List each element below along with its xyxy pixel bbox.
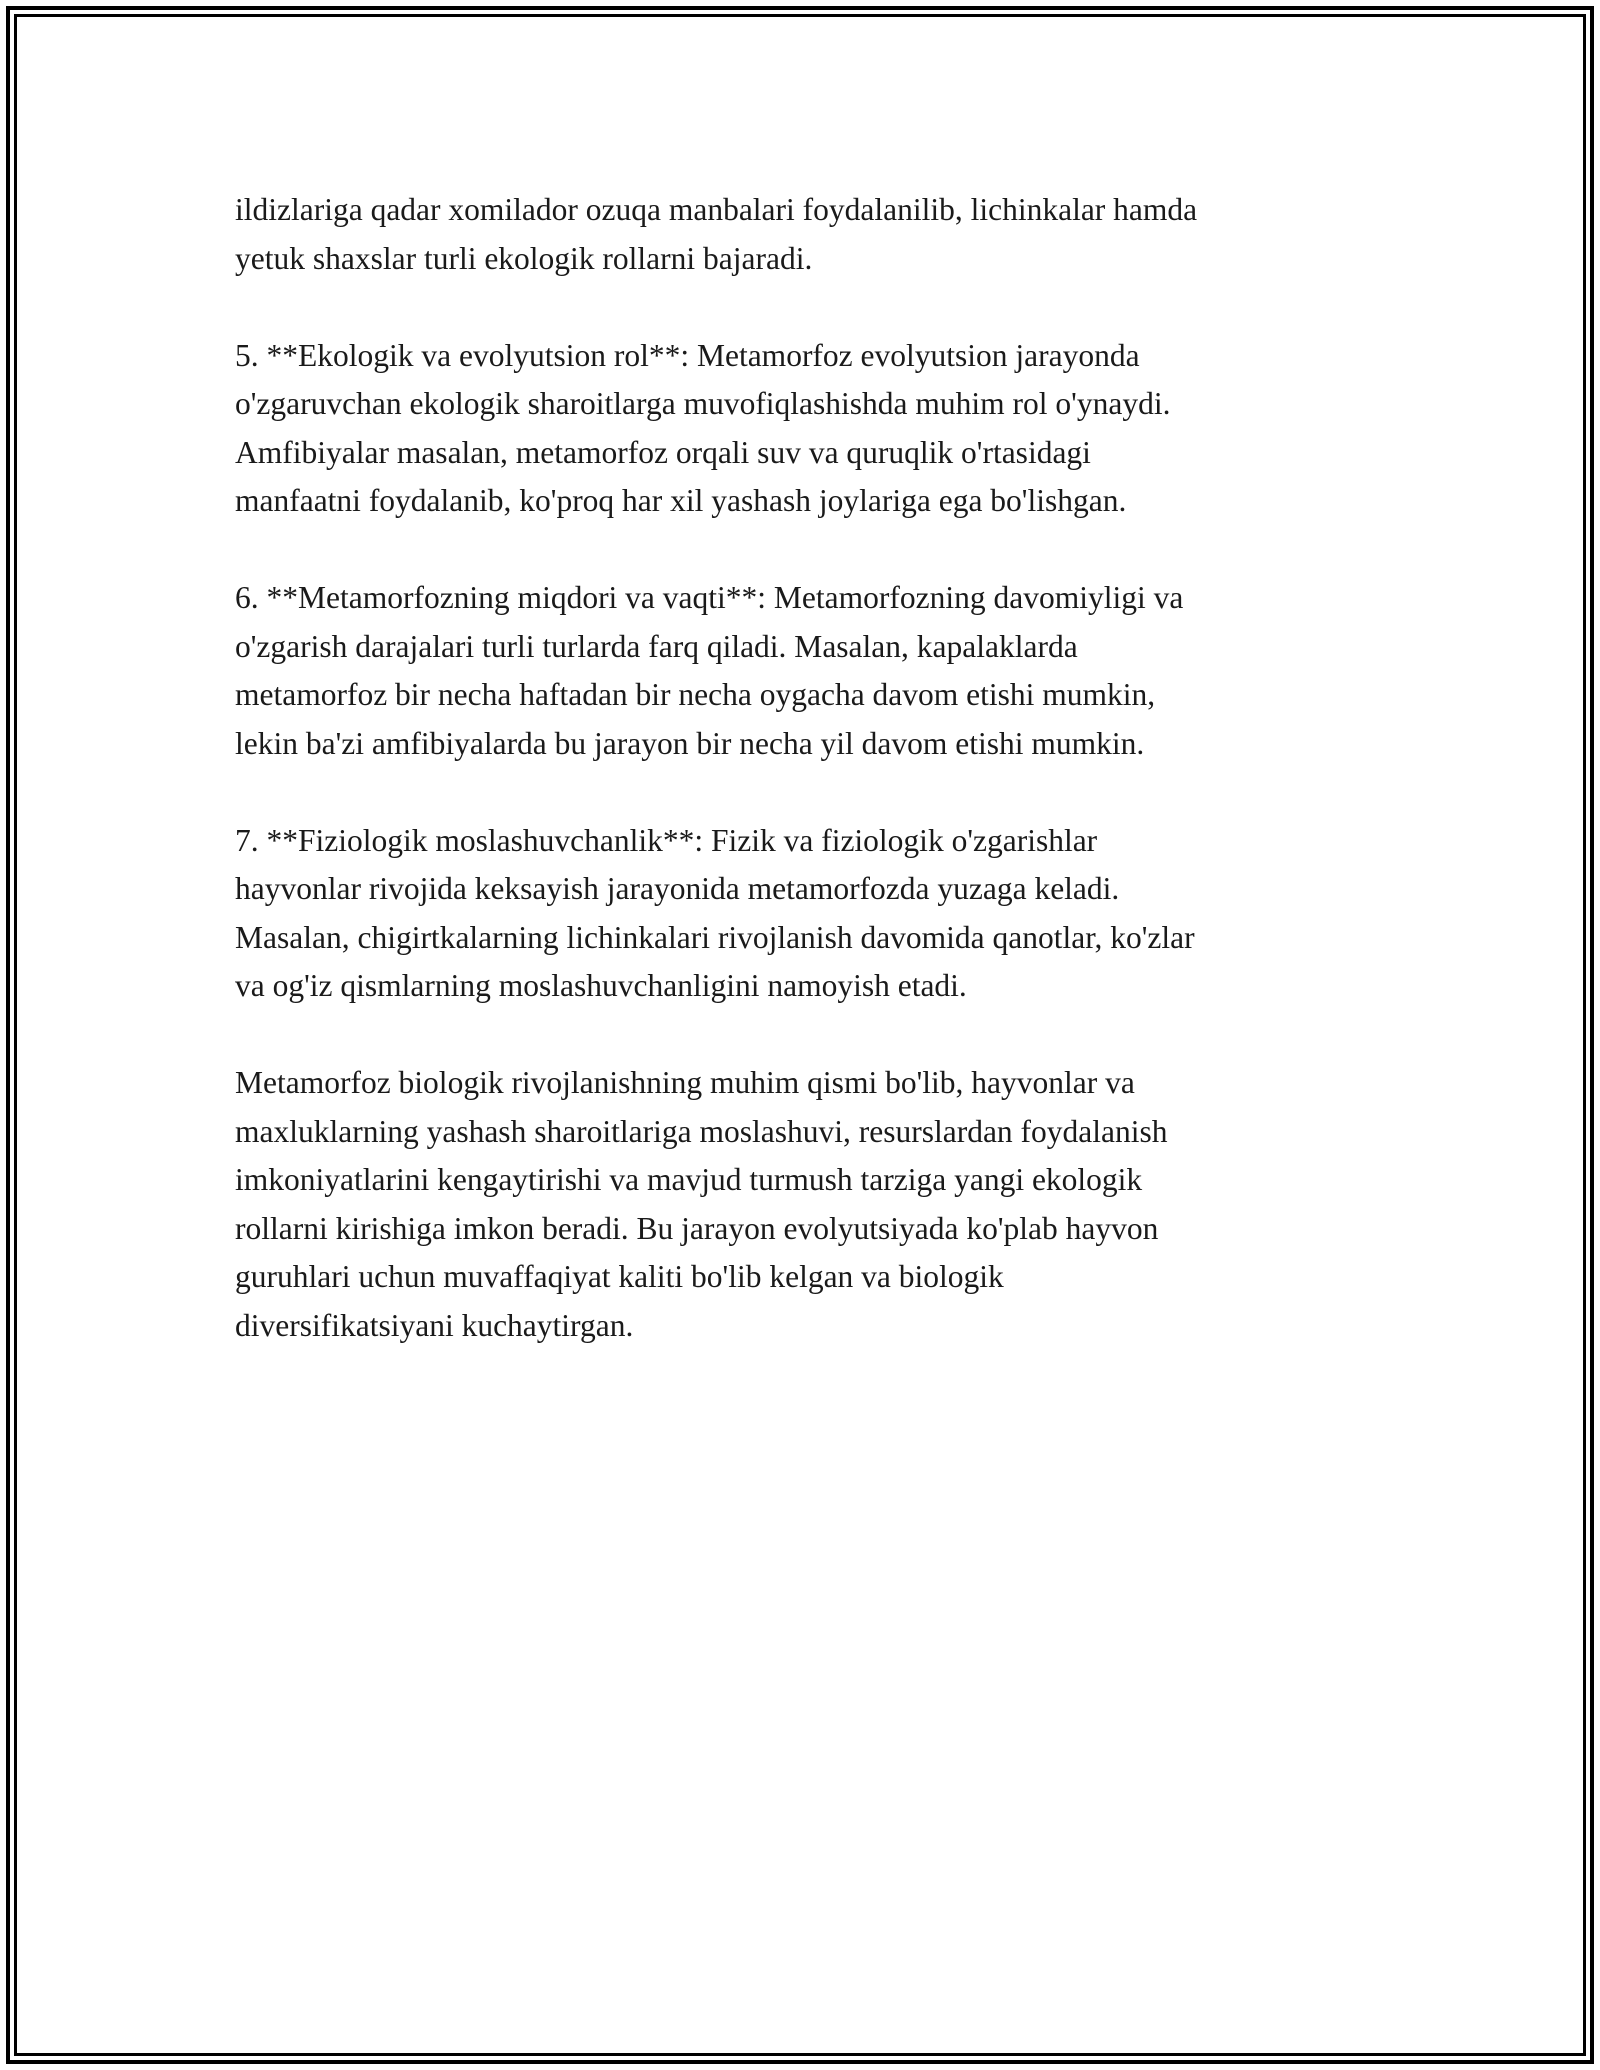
- text-line: Masalan, chigirtkalarning lichinkalari rivojlanish davomida qanotlar, ko'zlar: [235, 919, 1195, 955]
- paragraph-item-7: [235, 817, 1365, 1011]
- text-line: lekin ba'zi amfibiyalarda bu jarayon bir necha yil davom etishi mumkin.: [235, 725, 1145, 761]
- text-line: metamorfoz bir necha haftadan bir necha oygacha davom etishi mumkin,: [235, 677, 1156, 712]
- text-line: diversifikatsiyani kuchaytirgan.: [235, 1307, 634, 1343]
- text-line: ildizlariga qadar xomilador ozuqa manbalari foydalanilib, lichinkalar hamda: [235, 192, 1198, 227]
- text-line: va og'iz qismlarning moslashuvchanligini namoyish etadi.: [235, 968, 967, 1003]
- paragraph-item-6: [235, 574, 1365, 768]
- text-line: 7. **Fiziologik moslashuvchanlik**: Fizik va fiziologik o'zgarishlar: [235, 822, 1098, 858]
- paragraph-conclusion: [235, 1059, 1365, 1350]
- paragraph-item-5: [235, 332, 1365, 526]
- text-line: guruhlari uchun muvaffaqiyat kaliti bo'lib kelgan va biologik: [235, 1259, 1004, 1294]
- text-line: 5. **Ekologik va evolyutsion rol**: Metamorfoz evolyutsion jarayonda: [235, 337, 1140, 373]
- text-line: Amfibiyalar masalan, metamorfoz orqali suv va quruqlik o'rtasidagi: [235, 434, 1091, 470]
- text-line: yetuk shaxslar turli ekologik rollarni bajaradi.: [235, 240, 813, 276]
- text-line: Metamorfoz biologik rivojlanishning muhim qismi bo'lib, hayvonlar va: [235, 1065, 1135, 1100]
- text-line: imkoniyatlarini kengaytirishi va mavjud turmush tarziga yangi ekologik: [235, 1162, 1143, 1197]
- paragraph-continuation: [235, 186, 1365, 283]
- text-line: manfaatni foydalanib, ko'proq har xil yashash joylariga ega bo'lishgan.: [235, 483, 1127, 518]
- text-line: hayvonlar rivojida keksayish jarayonida metamorfozda yuzaga keladi.: [235, 871, 1120, 906]
- document-body: [235, 186, 1365, 1399]
- text-line: 6. **Metamorfozning miqdori va vaqti**: Metamorfozning davomiyligi va: [235, 580, 1184, 615]
- text-line: maxluklarning yashash sharoitlariga moslashuvi, resurslardan foydalanish: [235, 1113, 1168, 1149]
- text-line: o'zgaruvchan ekologik sharoitlarga muvofiqlashishda muhim rol o'ynaydi.: [235, 386, 1171, 421]
- text-line: o'zgarish darajalari turli turlarda farq qiladi. Masalan, kapalaklarda: [235, 628, 1078, 664]
- text-line: rollarni kirishiga imkon beradi. Bu jarayon evolyutsiyada ko'plab hayvon: [235, 1210, 1159, 1246]
